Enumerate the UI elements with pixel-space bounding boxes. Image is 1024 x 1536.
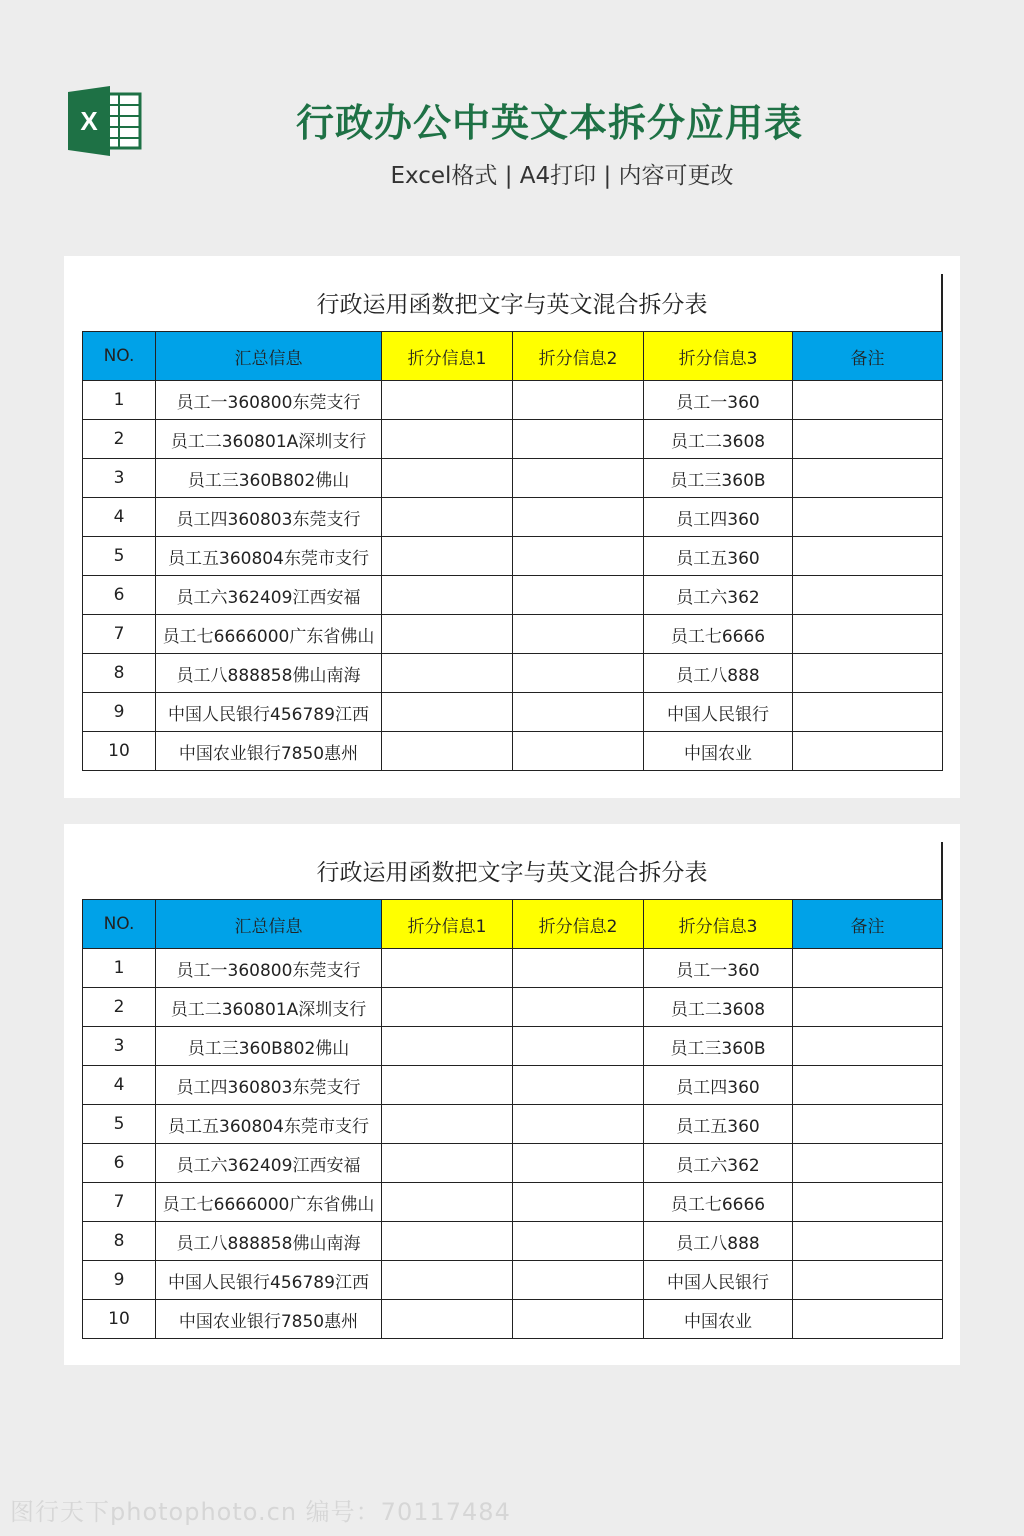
cell-col-remark[interactable] bbox=[793, 1027, 943, 1066]
cell-col-split-3[interactable]: 员工八888 bbox=[644, 654, 793, 693]
cell-col-remark[interactable] bbox=[793, 949, 943, 988]
cell-col-summary[interactable]: 中国农业银行7850惠州 bbox=[156, 1300, 382, 1339]
page-subtitle: Excel格式 | A4打印 | 内容可更改 bbox=[390, 163, 734, 189]
cell-col-summary[interactable]: 员工六362409江西安福 bbox=[156, 1144, 382, 1183]
page-title: 行政办公中英文本拆分应用表 bbox=[296, 101, 804, 145]
table-row bbox=[83, 576, 943, 615]
header-col-no[interactable]: NO. bbox=[83, 900, 156, 949]
cell-col-summary[interactable]: 中国人民银行456789江西 bbox=[156, 693, 382, 732]
cell-col-remark[interactable] bbox=[793, 498, 943, 537]
cell-col-remark[interactable] bbox=[793, 1183, 943, 1222]
table-row bbox=[83, 615, 943, 654]
excel-logo-icon bbox=[68, 86, 142, 156]
table-header-row bbox=[83, 900, 943, 949]
cell-col-no[interactable]: 8 bbox=[83, 1222, 156, 1261]
cell-col-summary[interactable]: 员工一360800东莞支行 bbox=[156, 949, 382, 988]
cell-col-no[interactable]: 10 bbox=[83, 1300, 156, 1339]
cell-col-no[interactable]: 1 bbox=[83, 381, 156, 420]
cell-col-split-1[interactable] bbox=[382, 381, 513, 420]
cell-col-split-2[interactable] bbox=[513, 1066, 644, 1105]
cell-col-split-3[interactable]: 员工三360B bbox=[644, 1027, 793, 1066]
table-header-row bbox=[83, 332, 943, 381]
table-row bbox=[83, 537, 943, 576]
header-col-split-1[interactable]: 折分信息1 bbox=[382, 900, 513, 949]
cell-col-split-2[interactable] bbox=[513, 988, 644, 1027]
header-col-summary[interactable]: 汇总信息 bbox=[156, 900, 382, 949]
table-row bbox=[83, 654, 943, 693]
cell-col-no[interactable]: 4 bbox=[83, 1066, 156, 1105]
cell-col-no[interactable]: 3 bbox=[83, 1027, 156, 1066]
table-row bbox=[83, 1066, 943, 1105]
cell-col-no[interactable]: 9 bbox=[83, 693, 156, 732]
cell-col-split-2[interactable] bbox=[513, 615, 644, 654]
cell-col-split-2[interactable] bbox=[513, 1261, 644, 1300]
header-col-split-3[interactable]: 折分信息3 bbox=[644, 900, 793, 949]
cell-col-no[interactable]: 3 bbox=[83, 459, 156, 498]
cell-col-split-2[interactable] bbox=[513, 1300, 644, 1339]
cell-col-summary[interactable]: 员工四360803东莞支行 bbox=[156, 1066, 382, 1105]
cell-col-summary[interactable]: 员工二360801A深圳支行 bbox=[156, 988, 382, 1027]
cell-col-remark[interactable] bbox=[793, 615, 943, 654]
header-col-split-1[interactable]: 折分信息1 bbox=[382, 332, 513, 381]
cell-col-split-2[interactable] bbox=[513, 420, 644, 459]
table-row bbox=[83, 1261, 943, 1300]
cell-col-split-3[interactable]: 员工七6666 bbox=[644, 615, 793, 654]
header-col-summary[interactable]: 汇总信息 bbox=[156, 332, 382, 381]
cell-col-split-1[interactable] bbox=[382, 1066, 513, 1105]
sheet-title: 行政运用函数把文字与英文混合拆分表 bbox=[316, 860, 708, 886]
cell-col-no[interactable]: 8 bbox=[83, 654, 156, 693]
cell-col-remark[interactable] bbox=[793, 1261, 943, 1300]
header-col-remark[interactable]: 备注 bbox=[793, 900, 943, 949]
header-col-no[interactable]: NO. bbox=[83, 332, 156, 381]
cell-col-split-2[interactable] bbox=[513, 1027, 644, 1066]
cell-col-remark[interactable] bbox=[793, 420, 943, 459]
cell-col-summary[interactable]: 员工四360803东莞支行 bbox=[156, 498, 382, 537]
cell-col-summary[interactable]: 员工七6666000广东省佛山 bbox=[156, 615, 382, 654]
cell-col-remark[interactable] bbox=[793, 1144, 943, 1183]
cell-col-split-3[interactable]: 员工七6666 bbox=[644, 1183, 793, 1222]
cell-col-summary[interactable]: 中国农业银行7850惠州 bbox=[156, 732, 382, 771]
watermark: 图行天下photophoto.cn 编号：70117484 bbox=[10, 1498, 511, 1526]
cell-col-split-1[interactable] bbox=[382, 1144, 513, 1183]
table-row bbox=[83, 693, 943, 732]
cell-col-split-3[interactable]: 员工二3608 bbox=[644, 988, 793, 1027]
table-row bbox=[83, 1027, 943, 1066]
cell-col-remark[interactable] bbox=[793, 654, 943, 693]
cell-col-no[interactable]: 1 bbox=[83, 949, 156, 988]
cell-col-no[interactable]: 6 bbox=[83, 576, 156, 615]
cell-col-remark[interactable] bbox=[793, 988, 943, 1027]
table-row bbox=[83, 1183, 943, 1222]
cell-col-split-3[interactable]: 员工六362 bbox=[644, 576, 793, 615]
table-row bbox=[83, 498, 943, 537]
table-row bbox=[83, 420, 943, 459]
cell-col-no[interactable]: 2 bbox=[83, 988, 156, 1027]
cell-col-summary[interactable]: 员工八888858佛山南海 bbox=[156, 654, 382, 693]
table-row bbox=[83, 988, 943, 1027]
cell-col-split-1[interactable] bbox=[382, 498, 513, 537]
cell-col-no[interactable]: 5 bbox=[83, 537, 156, 576]
cell-col-split-1[interactable] bbox=[382, 1261, 513, 1300]
cell-col-split-1[interactable] bbox=[382, 654, 513, 693]
cell-col-split-3[interactable]: 员工一360 bbox=[644, 949, 793, 988]
cell-col-split-2[interactable] bbox=[513, 693, 644, 732]
cell-col-split-2[interactable] bbox=[513, 1183, 644, 1222]
cell-col-no[interactable]: 10 bbox=[83, 732, 156, 771]
table-row bbox=[83, 949, 943, 988]
cell-col-split-1[interactable] bbox=[382, 1222, 513, 1261]
cell-col-no[interactable]: 4 bbox=[83, 498, 156, 537]
data-table bbox=[82, 331, 943, 771]
cell-col-split-1[interactable] bbox=[382, 537, 513, 576]
sheet-title: 行政运用函数把文字与英文混合拆分表 bbox=[316, 292, 708, 318]
table-row bbox=[83, 732, 943, 771]
header-col-remark[interactable]: 备注 bbox=[793, 332, 943, 381]
cell-col-remark[interactable] bbox=[793, 732, 943, 771]
cell-col-split-1[interactable] bbox=[382, 459, 513, 498]
cell-col-remark[interactable] bbox=[793, 459, 943, 498]
cell-col-split-3[interactable]: 员工六362 bbox=[644, 1144, 793, 1183]
cell-col-split-3[interactable]: 中国农业 bbox=[644, 732, 793, 771]
cell-col-no[interactable]: 9 bbox=[83, 1261, 156, 1300]
cell-col-split-2[interactable] bbox=[513, 537, 644, 576]
table-row bbox=[83, 381, 943, 420]
cell-col-split-1[interactable] bbox=[382, 420, 513, 459]
cell-col-remark[interactable] bbox=[793, 576, 943, 615]
cell-col-summary[interactable]: 中国人民银行456789江西 bbox=[156, 1261, 382, 1300]
cell-col-remark[interactable] bbox=[793, 381, 943, 420]
cell-col-split-1[interactable] bbox=[382, 1105, 513, 1144]
cell-col-split-3[interactable]: 员工四360 bbox=[644, 498, 793, 537]
cell-col-split-1[interactable] bbox=[382, 1027, 513, 1066]
cell-col-no[interactable]: 7 bbox=[83, 1183, 156, 1222]
cell-col-summary[interactable]: 员工六362409江西安福 bbox=[156, 576, 382, 615]
cell-col-split-3[interactable]: 员工四360 bbox=[644, 1066, 793, 1105]
cell-col-split-2[interactable] bbox=[513, 1105, 644, 1144]
cell-col-split-2[interactable] bbox=[513, 1222, 644, 1261]
cell-col-remark[interactable] bbox=[793, 1300, 943, 1339]
cell-col-remark[interactable] bbox=[793, 1222, 943, 1261]
cell-col-summary[interactable]: 员工三360B802佛山 bbox=[156, 459, 382, 498]
cell-col-split-3[interactable]: 中国人民银行 bbox=[644, 1261, 793, 1300]
cell-col-summary[interactable]: 员工七6666000广东省佛山 bbox=[156, 1183, 382, 1222]
cell-col-summary[interactable]: 员工一360800东莞支行 bbox=[156, 381, 382, 420]
cell-col-split-1[interactable] bbox=[382, 576, 513, 615]
table-row bbox=[83, 1300, 943, 1339]
table-row bbox=[83, 1222, 943, 1261]
header-col-split-3[interactable]: 折分信息3 bbox=[644, 332, 793, 381]
cell-col-summary[interactable]: 员工五360804东莞市支行 bbox=[156, 1105, 382, 1144]
cell-col-split-1[interactable] bbox=[382, 949, 513, 988]
sheet-card-1 bbox=[64, 256, 960, 798]
cell-col-split-3[interactable]: 中国农业 bbox=[644, 1300, 793, 1339]
cell-col-remark[interactable] bbox=[793, 1105, 943, 1144]
cell-col-summary[interactable]: 员工八888858佛山南海 bbox=[156, 1222, 382, 1261]
cell-col-split-3[interactable]: 员工五360 bbox=[644, 1105, 793, 1144]
cell-col-split-2[interactable] bbox=[513, 381, 644, 420]
cell-col-no[interactable]: 2 bbox=[83, 420, 156, 459]
cell-col-summary[interactable]: 员工二360801A深圳支行 bbox=[156, 420, 382, 459]
cell-col-split-2[interactable] bbox=[513, 459, 644, 498]
cell-col-split-2[interactable] bbox=[513, 498, 644, 537]
cell-col-split-1[interactable] bbox=[382, 615, 513, 654]
cell-col-split-1[interactable] bbox=[382, 988, 513, 1027]
cell-col-split-2[interactable] bbox=[513, 654, 644, 693]
sheet-card-2 bbox=[64, 824, 960, 1365]
cell-col-summary[interactable]: 员工五360804东莞市支行 bbox=[156, 537, 382, 576]
cell-col-no[interactable]: 5 bbox=[83, 1105, 156, 1144]
cell-col-split-1[interactable] bbox=[382, 732, 513, 771]
cell-col-split-3[interactable]: 员工三360B bbox=[644, 459, 793, 498]
cell-col-split-2[interactable] bbox=[513, 732, 644, 771]
cell-col-remark[interactable] bbox=[793, 1066, 943, 1105]
cell-col-split-1[interactable] bbox=[382, 693, 513, 732]
cell-col-split-1[interactable] bbox=[382, 1183, 513, 1222]
table-row bbox=[83, 1105, 943, 1144]
cell-col-no[interactable]: 7 bbox=[83, 615, 156, 654]
cell-col-split-3[interactable]: 员工一360 bbox=[644, 381, 793, 420]
cell-col-split-2[interactable] bbox=[513, 576, 644, 615]
cell-col-no[interactable]: 6 bbox=[83, 1144, 156, 1183]
table-row bbox=[83, 459, 943, 498]
cell-col-split-3[interactable]: 员工五360 bbox=[644, 537, 793, 576]
cell-col-split-2[interactable] bbox=[513, 949, 644, 988]
cell-col-split-1[interactable] bbox=[382, 1300, 513, 1339]
data-table bbox=[82, 899, 943, 1339]
cell-col-remark[interactable] bbox=[793, 537, 943, 576]
cell-col-split-2[interactable] bbox=[513, 1144, 644, 1183]
header-col-split-2[interactable]: 折分信息2 bbox=[513, 332, 644, 381]
table-row bbox=[83, 1144, 943, 1183]
cell-col-split-3[interactable]: 中国人民银行 bbox=[644, 693, 793, 732]
excel-logo-letter: X bbox=[80, 106, 98, 136]
header-col-split-2[interactable]: 折分信息2 bbox=[513, 900, 644, 949]
cell-col-split-3[interactable]: 员工八888 bbox=[644, 1222, 793, 1261]
cell-col-summary[interactable]: 员工三360B802佛山 bbox=[156, 1027, 382, 1066]
cell-col-split-3[interactable]: 员工二3608 bbox=[644, 420, 793, 459]
cell-col-remark[interactable] bbox=[793, 693, 943, 732]
